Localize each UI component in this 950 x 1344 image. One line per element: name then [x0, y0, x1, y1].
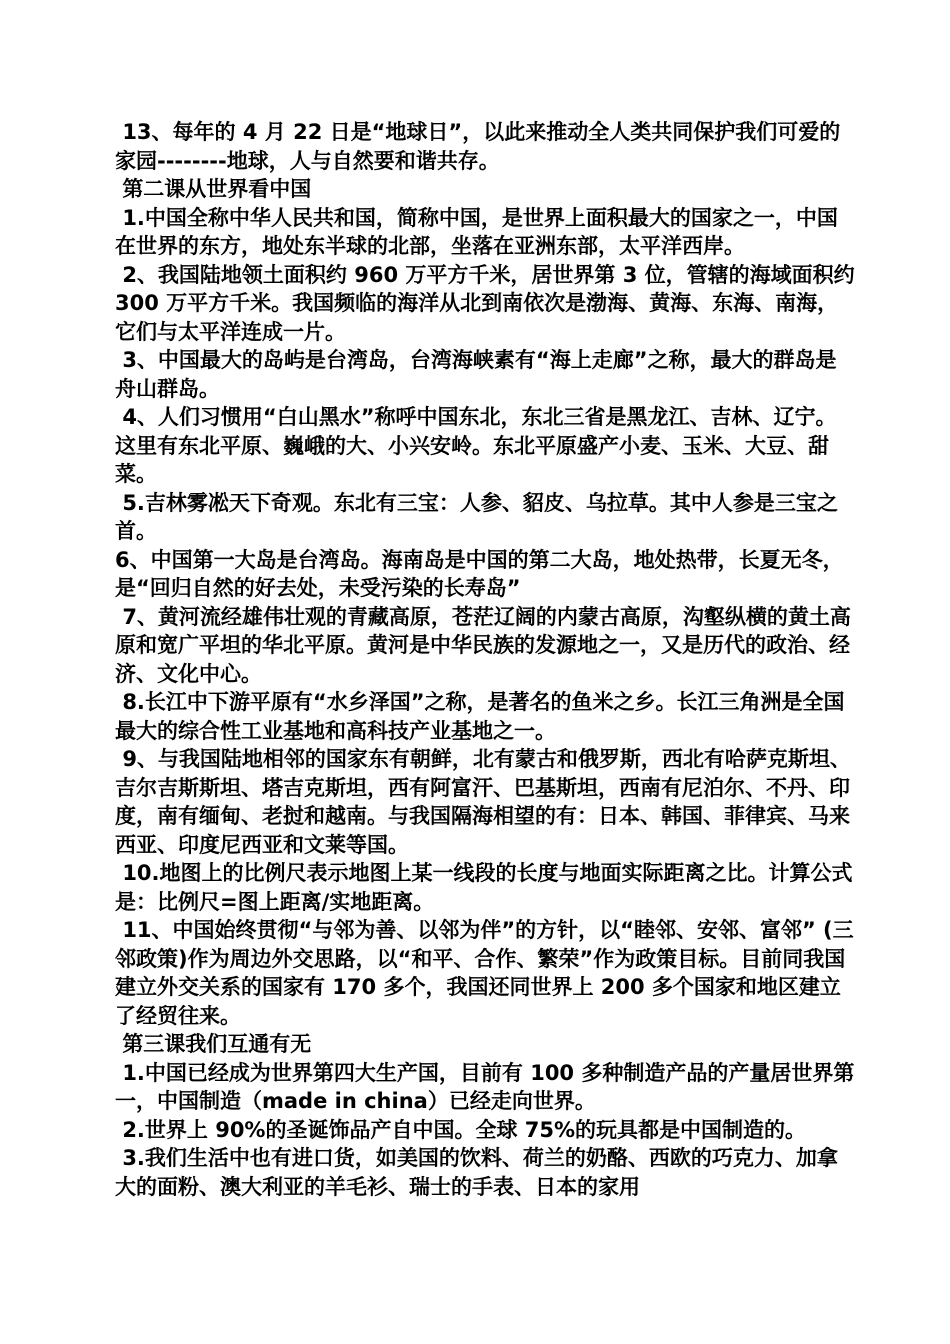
lesson-two-heading: 第二课从世界看中国 [115, 177, 312, 201]
paragraph-l2-3: 3、中国最大的岛屿是台湾岛，台湾海峡素有“海上走廊”之称，最大的群岛是舟山群岛。 [115, 348, 837, 401]
paragraph-l2-10: 10.地图上的比例尺表示地图上某一线段的长度与地面实际距离之比。计算公式是：比例尺=图上距离/实地距离。 [115, 861, 853, 914]
paragraph-l2-4: 4、人们习惯用“白山黑水”称呼中国东北，东北三省是黑龙江、吉林、辽宁。这里有东北平原、巍峨的大、小兴安岭。东北平原盛产小麦、玉米、大豆、甜菜。 [115, 405, 837, 486]
paragraph-earth-day: 13、每年的 4 月 22 日是“地球日”，以此来推动全人类共同保护我们可爱的家园--------地球，人与自然要和谐共存。 [115, 120, 841, 173]
paragraph-l3-2: 2.世界上 90%的圣诞饰品产自中国。全球 75%的玩具都是中国制造的。 [115, 1117, 807, 1142]
paragraph-l2-1: 1.中国全称中华人民共和国，简称中国，是世界上面积最大的国家之一，中国在世界的东方，地处东半球的北部，坐落在亚洲东部，太平洋西岸。 [115, 205, 838, 258]
document-page [115, 118, 862, 1201]
lesson-three-heading: 第三课我们互通有无 [115, 1032, 312, 1056]
paragraph-l2-2: 2、我国陆地领土面积约 960 万平方千米，居世界第 3 位，管辖的海域面积约 300 万平方千米。我国频临的海洋从北到南依次是渤海、黄海、东海、南海，它们与太平洋连成一片。 [115, 262, 862, 344]
paragraph-l3-1: 1.中国已经成为世界第四大生产国，目前有 100 多种制造产品的产量居世界第一，中国制造（made in china）已经走向世界。 [115, 1060, 855, 1113]
paragraph-l2-6: 6、中国第一大岛是台湾岛。海南岛是中国的第二大岛，地处热带，长夏无冬，是“回归自然的好去处，未受污染的长寿岛” [115, 547, 844, 600]
paragraph-l2-8: 8.长江中下游平原有“水乡泽国”之称，是著名的鱼米之乡。长江三角洲是全国最大的综合性工业基地和高科技产业基地之一。 [115, 690, 845, 743]
paragraph-l2-9: 9、与我国陆地相邻的国家东有朝鲜，北有蒙古和俄罗斯，西北有哈萨克斯坦、吉尔吉斯斯坦、塔吉克斯坦，西有阿富汗、巴基斯坦，西南有尼泊尔、不丹、印度，南有缅甸、老挝和越南。与我国隔海相望的有：日本、韩国、菲律宾、马来西亚、印度尼西亚和文莱等国。 [115, 747, 851, 857]
paragraph-l2-11: 11、中国始终贯彻“与邻为善、以邻为伴”的方针，以“睦邻、安邻、富邻” (三邻政策)作为周边外交思路，以“和平、合作、繁荣”作为政策目标。目前同我国建立外交关系的国家有 170 多个，我国还同世界上 200 多个国家和地区建立了经贸往来。 [115, 918, 854, 1028]
paragraph-l3-3: 3.我们生活中也有进口货，如美国的饮料、荷兰的奶酪、西欧的巧克力、加拿大的面粉、澳大利亚的羊毛衫、瑞士的手表、日本的家用 [115, 1146, 838, 1199]
paragraph-l2-7: 7、黄河流经雄伟壮观的青藏高原，苍茫辽阔的内蒙古高原，沟壑纵横的黄土高原和宽广平坦的华北平原。黄河是中华民族的发源地之一，又是历代的政治、经济、文化中心。 [115, 604, 851, 686]
paragraph-l2-5: 5.吉林雾凇天下奇观。东北有三宝：人参、貂皮、乌拉草。其中人参是三宝之首。 [115, 490, 838, 543]
